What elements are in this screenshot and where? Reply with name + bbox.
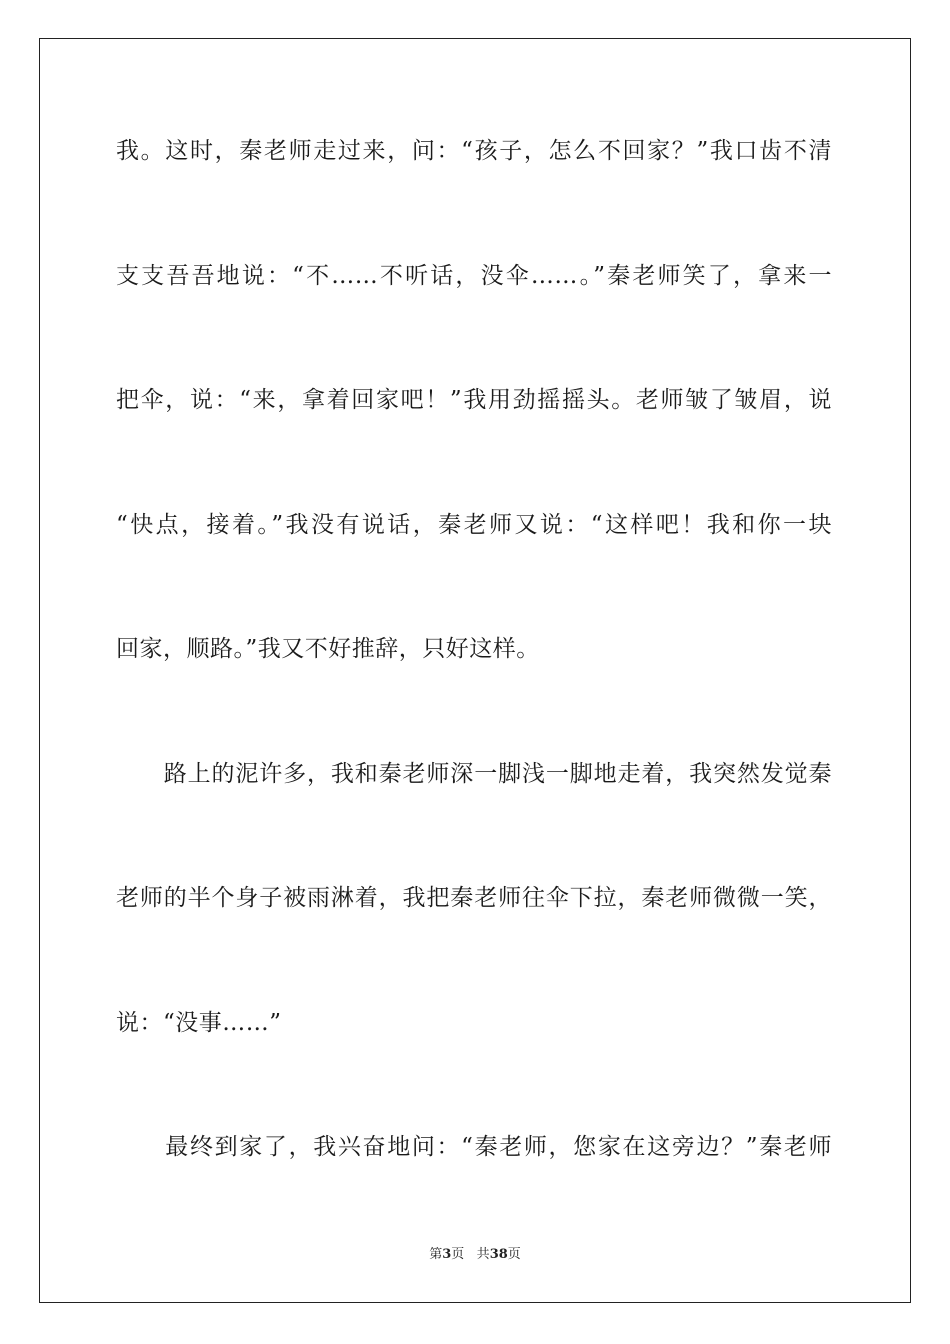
text-line-3: 把伞，说：“来，拿着回家吧！”我用劲摇摇头。老师皱了皱眉，说 bbox=[116, 387, 832, 413]
total-suffix: 页 bbox=[507, 1247, 521, 1262]
page-frame bbox=[39, 38, 911, 1303]
text-line-7: 老师的半个身子被雨淋着，我把秦老师往伞下拉，秦老师微微一笑， bbox=[116, 885, 832, 911]
page-footer bbox=[0, 1246, 950, 1264]
text-line-4: “快点，接着。”我没有说话，秦老师又说：“这样吧！我和你一块 bbox=[116, 512, 832, 538]
text-line-1: 我。这时，秦老师走过来，问：“孩子，怎么不回家？”我口齿不清 bbox=[116, 138, 832, 164]
total-pages: 38 bbox=[489, 1247, 508, 1262]
total-prefix: 共 bbox=[476, 1247, 490, 1262]
page-number: 3 bbox=[442, 1247, 452, 1262]
text-line-6: 路上的泥许多，我和秦老师深一脚浅一脚地走着，我突然发觉秦 bbox=[116, 761, 832, 787]
text-line-2: 支支吾吾地说：“不……不听话，没伞……。”秦老师笑了，拿来一 bbox=[116, 263, 832, 289]
text-line-8: 说：“没事……” bbox=[116, 1010, 282, 1036]
page-prefix: 第 bbox=[429, 1247, 443, 1262]
text-line-9: 最终到家了，我兴奋地问：“秦老师，您家在这旁边？”秦老师 bbox=[116, 1134, 832, 1160]
text-line-5: 回家，顺路。”我又不好推辞，只好这样。 bbox=[116, 636, 540, 662]
page-suffix: 页 bbox=[451, 1247, 465, 1262]
